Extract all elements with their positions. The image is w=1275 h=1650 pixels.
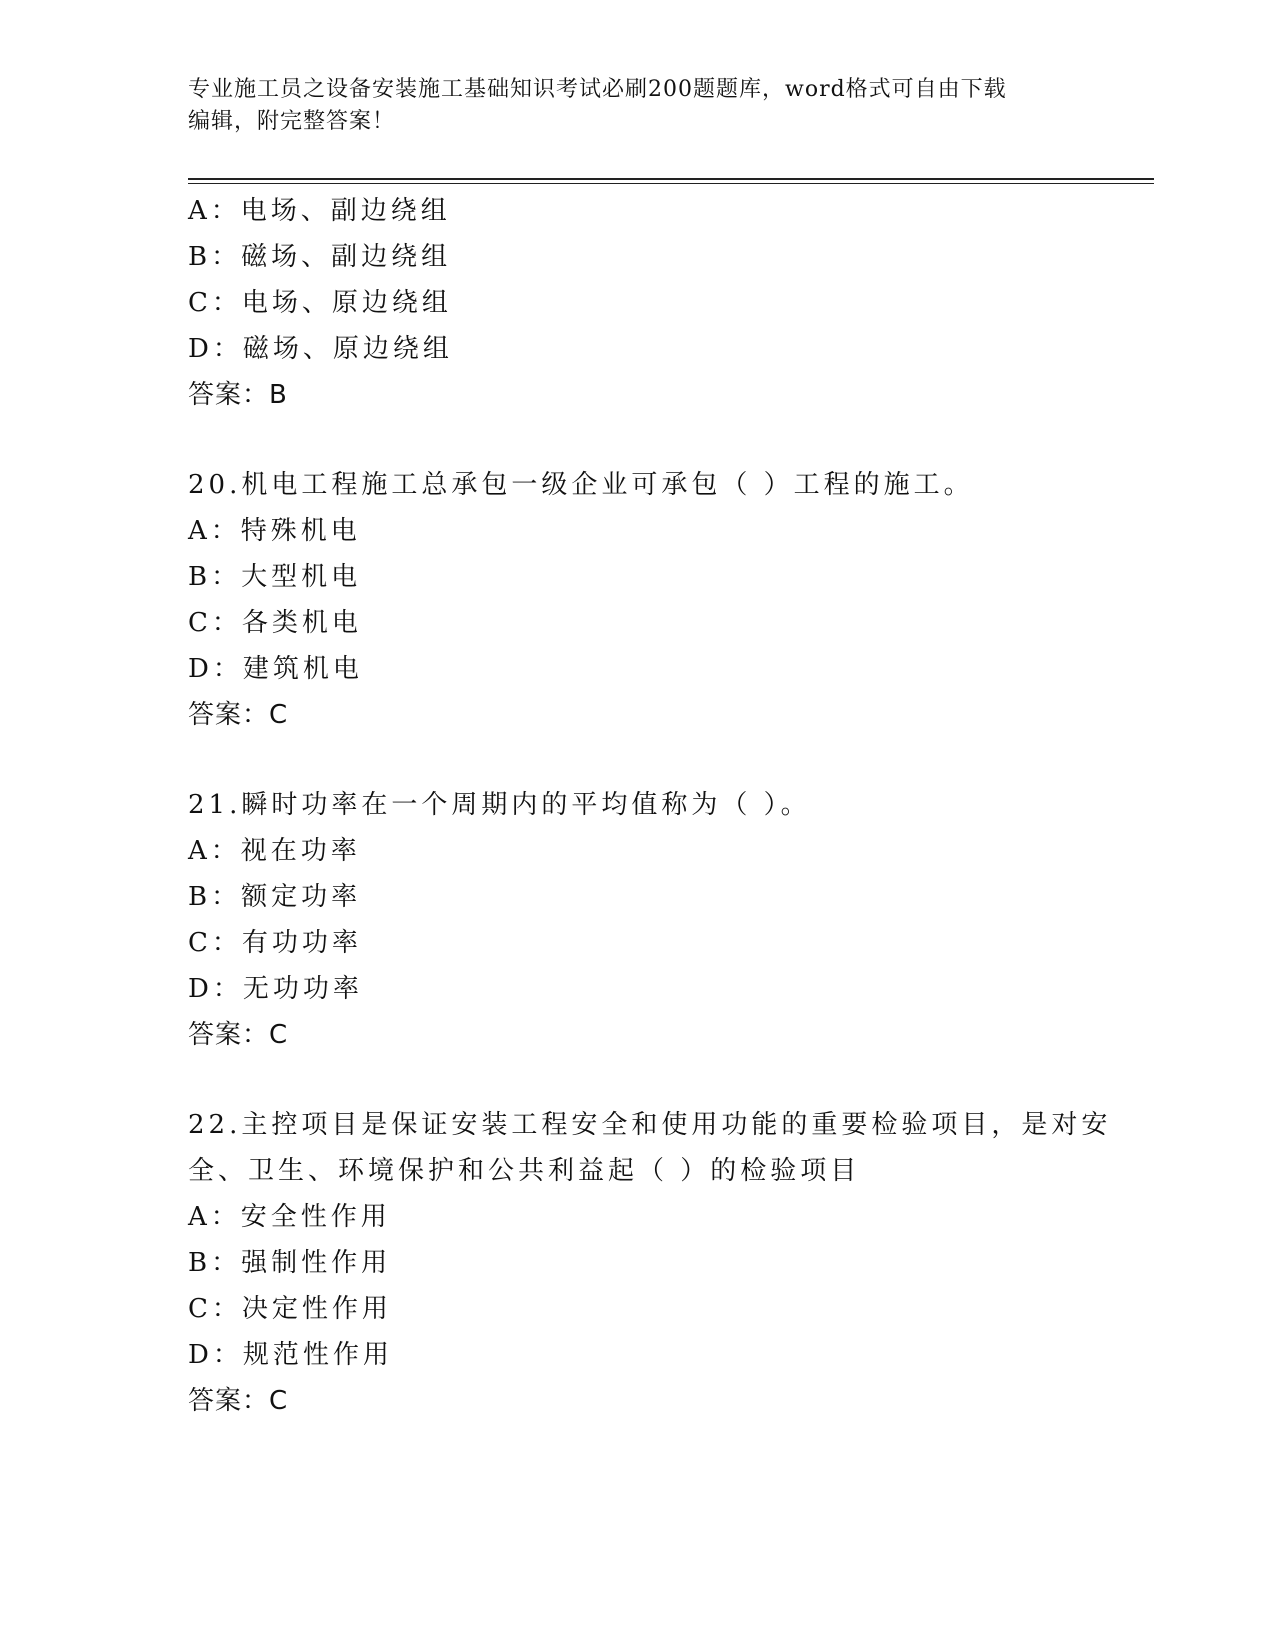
question-text: 20.机电工程施工总承包一级企业可承包（ ）工程的施工。 — [188, 470, 974, 500]
question-22 — [188, 1102, 1148, 1424]
option-a: A：视在功率 — [188, 836, 361, 866]
header-divider-thick — [188, 178, 1154, 180]
option-b: B：额定功率 — [188, 882, 362, 912]
header-line-1: 专业施工员之设备安装施工基础知识考试必刷200题题库，word格式可自由下载 — [188, 77, 1007, 102]
option-b: B：磁场、副边绕组 — [188, 242, 452, 272]
option-c: C：有功功率 — [188, 928, 362, 958]
question-20 — [188, 462, 1148, 738]
option-b: B：强制性作用 — [188, 1248, 392, 1278]
option-d: D：磁场、原边绕组 — [188, 334, 453, 364]
option-d: D：建筑机电 — [188, 654, 363, 684]
answer: 答案：B — [188, 380, 288, 410]
document-body — [188, 188, 1148, 1424]
header-line-2: 编辑，附完整答案！ — [188, 109, 396, 134]
question-text-line-1: 22.主控项目是保证安装工程安全和使用功能的重要检验项目，是对安 — [188, 1110, 1112, 1140]
option-a: A：特殊机电 — [188, 516, 361, 546]
option-a: A：安全性作用 — [188, 1202, 391, 1232]
question-19 — [188, 188, 1148, 418]
header-divider-thin — [188, 183, 1154, 184]
option-c: C：决定性作用 — [188, 1294, 392, 1324]
option-d: D：无功功率 — [188, 974, 363, 1004]
question-text-line-2: 全、卫生、环境保护和公共利益起（ ）的检验项目 — [188, 1156, 861, 1186]
option-c: C：电场、原边绕组 — [188, 288, 452, 318]
question-21 — [188, 782, 1148, 1058]
option-a: A：电场、副边绕组 — [188, 196, 451, 226]
option-d: D：规范性作用 — [188, 1340, 393, 1370]
question-text: 21.瞬时功率在一个周期内的平均值称为（ ）。 — [188, 790, 811, 820]
answer: 答案：C — [188, 1020, 289, 1050]
answer: 答案：C — [188, 1386, 289, 1416]
document-header — [188, 74, 1088, 138]
option-c: C：各类机电 — [188, 608, 362, 638]
answer: 答案：C — [188, 700, 289, 730]
option-b: B：大型机电 — [188, 562, 362, 592]
